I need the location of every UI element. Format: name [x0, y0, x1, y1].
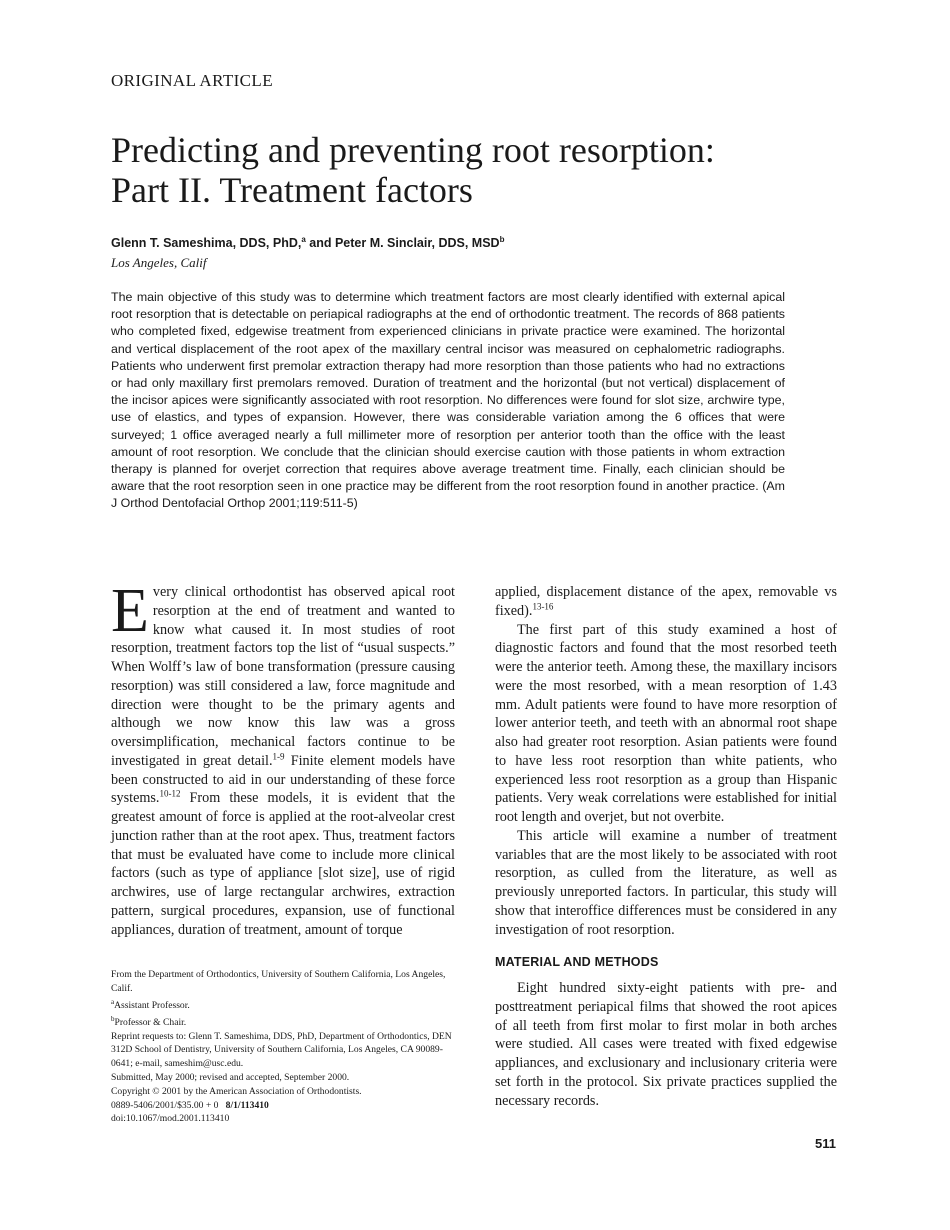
drop-cap: E [111, 577, 149, 645]
author-2-mark: b [499, 235, 505, 244]
body-column-right [495, 583, 837, 1110]
paragraph-article-scope: This article will examine a number of treatment variables that are the most likely to be associated with root resorption, as culled from the literature, as well as previously unreported factors. In particular, this study will show that interoffice differences must be considered in any investigation of root resorption. [495, 827, 837, 938]
footnote-issn: 0889-5406/2001/$35.00 + 0 8/1/113410 [111, 1099, 269, 1111]
reference-mark: 10-12 [159, 788, 181, 799]
paragraph-methods: Eight hundred sixty-eight patients with pre- and posttreatment periapical films that showed the root apices of all teeth from first molar to first molar in both arches were studied. All cases were treated with fixed edgewise appliances, and exclusionary and inclusionary criteria were set forth in the protocol. Six private practices supplied the necessary records. [495, 980, 837, 1109]
footnote-doi: doi:10.1067/mod.2001.113410 [111, 1113, 230, 1125]
intro-text-a: very clinical orthodontist has observed apical root resorption at the end of treatment and wanted to know what caused it. In most studies of root resorption, treatment factors top the list of “usual suspects.” When Wolff’s law of bone transformation (pressure causing resorption) was still considered a law, force magnitude and direction were thought to be the primary agents and although we now know this law was a gross oversimplification, mechanical factors continue to be investigated in great detail. [111, 584, 455, 769]
intro-text-c: From these models, it is evident that the greatest amount of force is applied at the root-alveolar crest junction rather than at the root apex. Thus, treatment factors that must be evaluated have come to include more clinical factors (such as type of appliance [slot size], use of rigid archwires, use of large rectangular archwires, extraction pattern, surgical procedures, expansion, use of functional appliances, duration of treatment, amount of torque [111, 790, 455, 938]
footnote-submitted: Submitted, May 2000; revised and accepted, September 2000. [111, 1071, 350, 1083]
footnote-department: From the Department of Orthodontics, University of Southern California, Los Angeles, Calif. [111, 969, 446, 994]
article-title [111, 130, 851, 210]
authors [111, 235, 504, 250]
footnote-reprint: Reprint requests to: Glenn T. Sameshima, DDS, PhD, Department of Orthodontics, DEN 312D School of Dentistry, University of Southern California, Los Angeles, CA 90089-0641; e-mail, sameshim@usc.edu. [111, 1030, 452, 1070]
reference-mark: 1-9 [272, 751, 285, 762]
section-label: ORIGINAL ARTICLE [111, 71, 273, 90]
author-location: Los Angeles, Calif [111, 255, 207, 270]
column-continuation-spacer [495, 583, 837, 621]
title-line-2: Part II. Treatment factors [111, 170, 473, 210]
paragraph-intro [111, 577, 455, 939]
title-line-1: Predicting and preventing root resorption: [111, 130, 715, 170]
footnote-copyright: Copyright © 2001 by the American Association of Orthodontists. [111, 1085, 362, 1097]
abstract: The main objective of this study was to determine which treatment factors are most clearly identified with external apical root resorption that is detectable on periapical radiographs at the end of orthodontic treatment. The records of 868 patients who completed fixed, edgewise treatment from experienced clinicians in private practice were examined. The horizontal and vertical displacement of the root apex of the maxillary central incisor was measured on cephalometric radiographs. Patients who underwent first premolar extraction therapy had more resorption than those patients who had no extractions or had only maxillary first premolars removed. Duration of treatment and the horizontal (but not vertical) displacement of the incisor apices were significantly associated with root resorption. No differences were found for slot size, archwire type, use of elastics, and types of expansion. However, there was considerable variation among the 6 offices that were surveyed; 1 office averaged nearly a full millimeter more of resorption per anterior tooth than the office with the least amount of root resorption. We conclude that the clinician should exercise caution with those patients in whom extraction therapy is planned for overjet correction that requires above average treatment time. Finally, each clinician should be aware that the root resorption seen in one practice may be different from the root resorption found in another practice. (Am J Orthod Dentofacial Orthop 2001;119:511-5) [111, 290, 785, 511]
reference-mark: 13-16 [532, 601, 554, 612]
footnote-b: $^b$Professor & Chair. [111, 1014, 187, 1028]
footnotes [111, 968, 457, 1126]
author-2: and Peter M. Sinclair, DDS, MSD [305, 236, 500, 251]
intro-text-b: Finite element models have been constructed to aid in our understanding of these force systems. [111, 752, 455, 807]
author-1: Glenn T. Sameshima, DDS, PhD, [111, 236, 302, 251]
body-column-left [111, 577, 455, 939]
paragraph-part1-summary: The first part of this study examined a host of diagnostic factors and found that the most resorbed teeth were the anterior teeth. Among these, the maxillary incisors were the most resorbed, with a mean resorption of 1.43 mm. Adult patients were found to have more resorption of lower anterior teeth, and teeth with an abnormal root shape also had greater root resorption. Asian patients were found to have less root resorption than white patients, who experienced less root resorption as a group than Hispanic patients. Very weak correlations were established for initial root length and overjet, but not overbite. [495, 621, 837, 825]
section-heading-methods: MATERIAL AND METHODS [495, 955, 659, 970]
footnote-a: $^a$Assistant Professor. [111, 997, 190, 1011]
page-number: 511 [815, 1136, 836, 1151]
author-1-mark: a [301, 235, 306, 244]
paragraph-intro-continued: applied, displacement distance of the apex, removable vs fixed).$^{13-16}$ [495, 584, 837, 619]
